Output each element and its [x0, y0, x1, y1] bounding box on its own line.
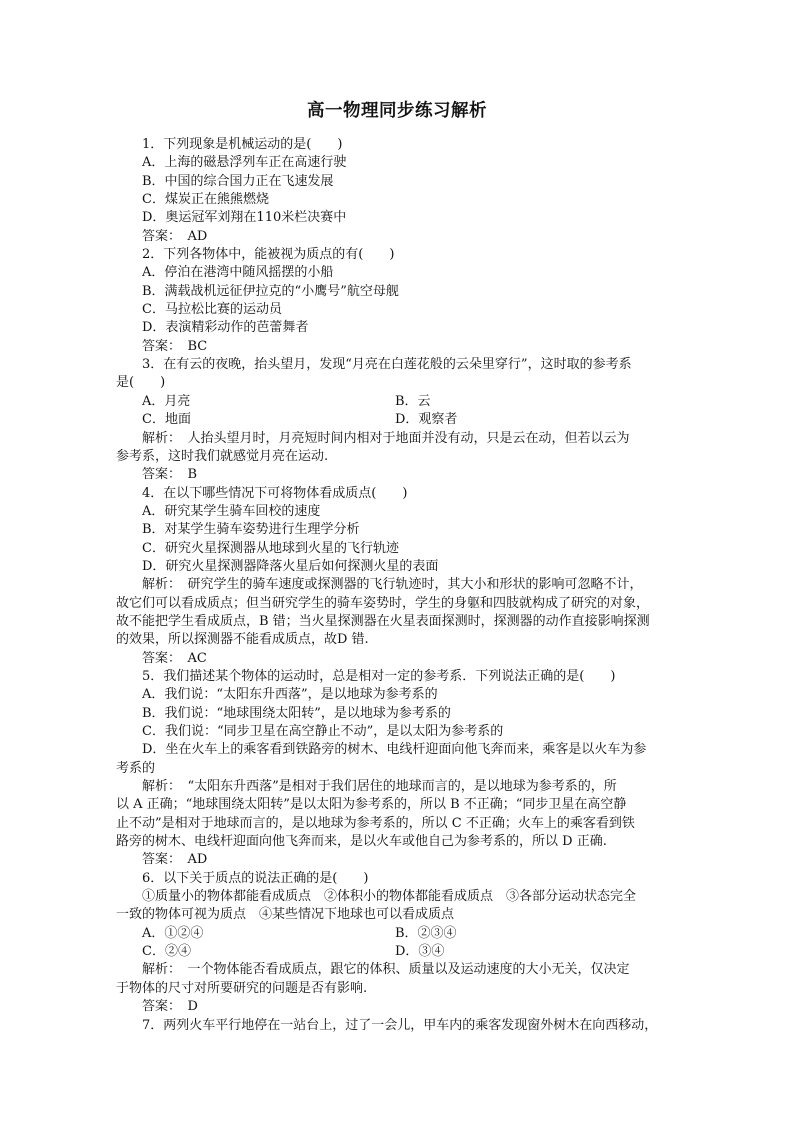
- question-4-analysis: 解析： 研究学生的骑车速度或探测器的飞行轨迹时，其大小和形状的影响可忽略不计，: [142, 577, 643, 593]
- question-3-answer: 答案： B: [142, 467, 198, 483]
- question-4-option-d: D．研究火星探测器降落火星后如何探测火星的表面: [142, 558, 439, 574]
- page-title: 高一物理同步练习解析: [307, 101, 487, 121]
- question-5-option-d-cont: 考系的: [116, 760, 156, 776]
- question-1-stem: 1．下列现象是机械运动的是( ): [142, 137, 343, 152]
- question-6-items: ①质量小的物体都能看成质点 ②体积小的物体都能看成质点 ③各部分运动状态完全: [142, 889, 637, 905]
- question-1-option-a: A．上海的磁悬浮列车正在高速行驶: [142, 155, 347, 171]
- question-4-option-c: C．研究火星探测器从地球到火星的飞行轨迹: [142, 540, 399, 556]
- question-1-option-b: B．中国的综合国力正在飞速发展: [142, 173, 334, 189]
- question-4-analysis-line-4: 的效果，所以探测器不能看成质点，故D 错.: [116, 632, 369, 648]
- question-2-option-b: B．满载战机远征伊拉克的“小鹰号”航空母舰: [142, 283, 399, 299]
- question-3-option-c: C．地面: [142, 412, 191, 428]
- question-4-analysis-line-3: 故不能把学生看成质点，B 错；当火星探测器在火星表面探测时，探测器的动作直接影响探测: [116, 613, 650, 629]
- question-5-option-a: A．我们说：“太阳东升西落”，是以地球为参考系的: [142, 687, 438, 703]
- question-3-options-row-1: [116, 393, 681, 411]
- question-5-analysis-line-4: 路旁的树木、电线杆迎面向他飞奔而来，是以火车或他自己为参考系的，所以 D 正确.: [116, 834, 607, 850]
- question-5-option-d: D．坐在火车上的乘客看到铁路旁的树木、电线杆迎面向他飞奔而来，乘客是以火车为参: [142, 742, 647, 758]
- question-3-analysis: 解析： 人抬头望月时，月亮短时间内相对于地面并没有动，只是云在动，但若以云为: [142, 430, 630, 446]
- question-1-answer: 答案： AD: [142, 228, 208, 244]
- question-6-option-d: D．③④: [395, 944, 445, 960]
- question-1-option-c: C．煤炭正在熊熊燃烧: [142, 192, 269, 208]
- question-5-option-c: C．我们说：“同步卫星在高空静止不动”，是以太阳为参考系的: [142, 724, 504, 739]
- question-6-options-row-1: [116, 925, 681, 943]
- question-6-analysis-cont: 于物体的尺寸对所要研究的问题是否有影响.: [116, 980, 368, 996]
- question-6-option-b: B．②③④: [395, 925, 457, 941]
- question-5-analysis-line-3: 止不动”是相对于地球而言的，是以地球为参考系的，所以 C 不正确；火车上的乘客看到铁: [116, 815, 635, 831]
- question-3-option-b: B．云: [395, 393, 431, 409]
- question-2-answer: 答案： BC: [142, 338, 208, 354]
- question-4-analysis-line-2: 故它们可以看成质点；但当研究学生的骑车姿势时，学生的身躯和四肢就构成了研究的对象，: [116, 595, 650, 611]
- question-6-options-row-2: [116, 943, 681, 961]
- question-4-answer: 答案： AC: [142, 650, 207, 666]
- question-1-option-d: D．奥运冠军刘翔在110米栏决赛中: [142, 210, 347, 226]
- question-2-option-d: D．表演精彩动作的芭蕾舞者: [142, 320, 309, 336]
- question-6-items-cont: 一致的物体可视为质点 ④某些情况下地球也可以看成质点: [116, 907, 455, 923]
- question-6-analysis: 解析： 一个物体能否看成质点，跟它的体积、质量以及运动速度的大小无关，仅决定: [142, 962, 630, 978]
- document-body: [116, 136, 681, 1035]
- question-6-option-a: A．①②④: [142, 925, 204, 941]
- question-6-answer: 答案： D: [142, 999, 198, 1015]
- question-6-stem: 6．以下关于质点的说法正确的是( ): [142, 870, 369, 886]
- question-5-analysis-line-2: 以 A 正确；“地球围绕太阳转”是以太阳为参考系的，所以 B 不正确；“同步卫星在高空静: [116, 797, 627, 813]
- question-2-stem: 2．下列各物体中，能被视为质点的有( ): [142, 247, 395, 263]
- question-4-stem: 4．在以下哪些情况下可将物体看成质点( ): [142, 485, 408, 501]
- question-5-option-b: B．我们说：“地球围绕太阳转”，是以地球为参考系的: [142, 705, 451, 721]
- question-3-options-row-2: [116, 411, 681, 429]
- question-5-analysis: 解析： “太阳东升西落”是相对于我们居住的地球而言的，是以地球为参考系的，所: [142, 779, 617, 795]
- question-3-option-d: D．观察者: [395, 412, 458, 428]
- question-3-option-a: A．月亮: [142, 393, 191, 409]
- question-4-option-b: B．对某学生骑车姿势进行生理学分析: [142, 522, 360, 538]
- question-4-option-a: A．研究某学生骑车回校的速度: [142, 503, 321, 519]
- question-3-stem-cont: 是( ): [116, 375, 166, 391]
- question-5-answer: 答案： AD: [142, 852, 208, 868]
- question-3-analysis-cont: 参考系，这时我们就感觉月亮在运动.: [116, 448, 329, 464]
- question-7-stem: 7．两列火车平行地停在一站台上，过了一会儿，甲车内的乘客发现窗外树木在向西移动，: [142, 1017, 658, 1033]
- question-2-option-c: C．马拉松比赛的运动员: [142, 302, 282, 318]
- question-3-stem: 3．在有云的夜晚，抬头望月，发现“月亮在白莲花般的云朵里穿行”，这时取的参考系: [142, 357, 632, 373]
- question-5-stem: 5．我们描述某个物体的运动时，总是相对一定的参考系．下列说法正确的是( ): [142, 668, 616, 684]
- question-6-option-c: C．②④: [142, 944, 191, 960]
- question-2-option-a: A．停泊在港湾中随风摇摆的小船: [142, 265, 334, 281]
